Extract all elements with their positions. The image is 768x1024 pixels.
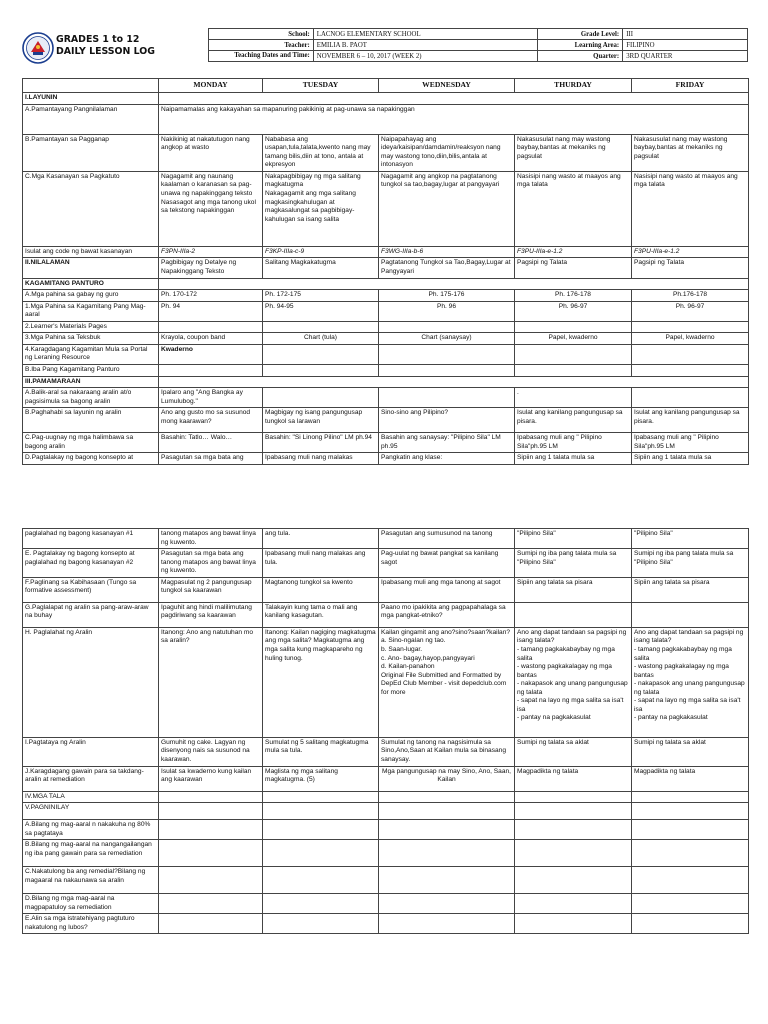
cell-monday: Ph. 170-172 (159, 290, 263, 302)
corner-cell (23, 79, 159, 93)
cell-thursday: Sumipi ng iba pang talata mula sa "Pilipino Sila" (515, 549, 632, 578)
row-isulat-ang-code-ng-bawat-kasanayan (23, 246, 749, 258)
cell-tuesday (263, 365, 379, 377)
cell-monday (159, 791, 263, 803)
days-header-row (23, 79, 749, 93)
cell-thursday: Sumipi ng talata sa aklat (515, 737, 632, 766)
cell-wednesday: Sumulat ng tanong na nagsisimula sa Sino,Ano,Saan at Kailan mula sa binasang sanaysay. (379, 737, 515, 766)
cell-monday (159, 894, 263, 914)
row-b-paghahabi-sa-layunin-ng-aralin (23, 408, 749, 433)
cell-wednesday: Kailan gingamit ang ano?sino?saan?kailan? a. Sino-ngalan ng tao. b. Saan-lugar. c. Ano- bagay,hayop,pangyayari d. Kailan-panahon Original File Submitted and Formatted by DepEd Club Member - visit depedclub.com for more (379, 627, 515, 737)
cell-monday: Ano ang gusto mo sa susunod mong kaarawan? (159, 408, 263, 433)
quarter-value: 3RD QUARTER (623, 51, 748, 62)
cell-tuesday: Magtanong tungkol sa kwento (263, 577, 379, 602)
cell-tuesday (263, 321, 379, 333)
deped-seal-icon (22, 32, 54, 64)
title-line-2: DAILY LESSON LOG (56, 46, 155, 57)
cell-friday (632, 791, 749, 803)
row-h-paglalahat-ng-aralin (23, 627, 749, 737)
cell-wednesday: Pag-uulat ng bawat pangkat sa kanilang sagot (379, 549, 515, 578)
row-label: I.Pagtataya ng Aralin (23, 737, 159, 766)
row-b-pamantayan-sa-pagganap (23, 134, 749, 171)
row-label: KAGAMITANG PANTURO (23, 278, 159, 290)
cell-tuesday: Talakayin kung tama o mali ang kanilang kasagutan. (263, 602, 379, 627)
cell-wednesday: Ph. 175-176 (379, 290, 515, 302)
cell-thursday (515, 840, 632, 867)
lesson-table-1 (22, 78, 749, 465)
cell-tuesday: Itanong: Kailan nagiging magkatugma ang mga salita? Magkatugma ang mga salita kung magkapareho ng huling tunog. (263, 627, 379, 737)
row-label: D.Bilang ng mga mag-aaral na magpapatuloy sa remediation (23, 894, 159, 914)
cell-monday: Ipalaro ang "Ang Bangka ay Lumulubog." (159, 388, 263, 408)
cell-thursday (515, 803, 632, 820)
cell-thursday (515, 867, 632, 894)
cell-wednesday (379, 321, 515, 333)
cell-monday: Isulat sa kwaderno kung kailan ang kaarawan (159, 766, 263, 791)
lesson-rows-1 (23, 93, 749, 465)
cell-wednesday: Pasagutan ang sumusunod na tanong (379, 529, 515, 549)
cell-thursday (515, 344, 632, 364)
cell-wednesday: Basahin ang sanaysay: "Pilipino Sila" LM ph.95 (379, 433, 515, 453)
cell-friday: Sipiin ang talata sa pisara (632, 577, 749, 602)
cell-monday: tanong matapos ang bawat linya ng kuwento. (159, 529, 263, 549)
cell-thursday (515, 791, 632, 803)
lesson-rows-2 (23, 529, 749, 934)
row-label: E.Alin sa mga istratehiyang pagtuturo nakatulong ng lubos? (23, 914, 159, 934)
cell-friday: F3PU-IIIa-e-1.2 (632, 246, 749, 258)
cell-thursday: Ph. 96-97 (515, 301, 632, 321)
cell-friday: Nasisipi nang wasto at maayos ang mga talata (632, 171, 749, 246)
row-v-pagninilay (23, 803, 749, 820)
cell-friday (632, 344, 749, 364)
row-d-pagtalakay-ng-bagong-konsepto-at (23, 453, 749, 465)
cell-thursday: Magpadikta ng talata (515, 766, 632, 791)
cell-tuesday (263, 894, 379, 914)
row-span-cell: Naipamamalas ang kakayahan sa mapanuring pakikinig at pag-unawa sa napakinggan (159, 104, 749, 134)
cell-wednesday: Naipapahayag ang ideya/kaisipan/damdamin/reaksyon nang may wastong tono,diin,bilis,antala at intonasyon (379, 134, 515, 171)
cell-thursday: . (515, 388, 632, 408)
cell-monday (159, 820, 263, 840)
cell-thursday: Ipabasang muli ang " Pilipino Sila"ph.95 LM (515, 433, 632, 453)
cell-wednesday (379, 365, 515, 377)
cell-monday: F3PN-IIIa-2 (159, 246, 263, 258)
cell-thursday: Papel, kwaderno (515, 333, 632, 345)
cell-monday (159, 365, 263, 377)
cell-monday: Itanong: Ano ang natutuhan mo sa aralin? (159, 627, 263, 737)
quarter-label: Quarter: (538, 51, 623, 62)
row-a-balik-aral-sa-nakaraang-aralin-at-o-pa (23, 388, 749, 408)
cell-friday: "Pilipino Sila" (632, 529, 749, 549)
row-a-bilang-ng-mag-aaral-n-nakakuha-ng-80-s (23, 820, 749, 840)
row-label: 2.Learner's Materials Pages (23, 321, 159, 333)
cell-monday: Ph. 94 (159, 301, 263, 321)
row-label: D.Pagtalakay ng bagong konsepto at (23, 453, 159, 465)
cell-tuesday (263, 840, 379, 867)
cell-thursday: F3PU-IIIa-e-1.2 (515, 246, 632, 258)
row-g-paglalapat-ng-aralin-sa-pang-araw-araw (23, 602, 749, 627)
cell-friday (632, 321, 749, 333)
cell-tuesday: F3KP-IIIa-c-9 (263, 246, 379, 258)
cell-monday: Nagagamit ang naunang kaalaman o karanasan sa pag-unawa ng napakinggang teksto Nasasagot ang mga tanong ukol sa tekstong napakinggan (159, 171, 263, 246)
cell-monday: Nakikinig at nakatutugon nang angkop at wasto (159, 134, 263, 171)
lesson-log-page-2 (22, 528, 748, 934)
header (22, 28, 748, 72)
row-label: A.Bilang ng mag-aaral n nakakuha ng 80% sa pagtataya (23, 820, 159, 840)
cell-friday (632, 894, 749, 914)
cell-wednesday: Sino-sino ang Pilipino? (379, 408, 515, 433)
document-title (56, 34, 155, 58)
row-label: 1.Mga Pahina sa Kagamitang Pang Mag-aaral (23, 301, 159, 321)
cell-tuesday (263, 791, 379, 803)
cell-thursday: Isulat ang kanilang pangungusap sa pisara. (515, 408, 632, 433)
cell-thursday: Nasisipi nang wasto at maayos ang mga talata (515, 171, 632, 246)
row-f-paglinang-sa-kabihasaan-tungo-sa-forma (23, 577, 749, 602)
cell-monday (159, 914, 263, 934)
cell-thursday: Ano ang dapat tandaan sa pagsipi ng isang talata? - tamang pagkakabaybay ng mga salita - wastong pagkakalagay ng mga bantas - nakapasok ang unang pangungusap ng talata - sapat na layo ng mga salita sa isa't isa - pantay na pagkakasulat (515, 627, 632, 737)
cell-monday: Magpasulat ng 2 pangungusap tungkol sa kaarawan (159, 577, 263, 602)
row-label: E. Pagtalakay ng bagong konsepto at paglalahad ng bagong kasanayan #2 (23, 549, 159, 578)
lesson-table-2 (22, 528, 749, 934)
row-c-mga-kasanayan-sa-pagkatuto (23, 171, 749, 246)
cell-wednesday: Mga pangungusap na may Sino, Ano, Saan, Kailan (379, 766, 515, 791)
cell-tuesday (263, 344, 379, 364)
cell-tuesday (263, 388, 379, 408)
cell-tuesday: Ipabasang muli nang malakas (263, 453, 379, 465)
day-monday: MONDAY (159, 79, 263, 93)
row-b-iba-pang-kagamitang-panturo (23, 365, 749, 377)
cell-tuesday (263, 867, 379, 894)
cell-monday: Ipaguhit ang hindi malilimutang pagdiriwang sa kaarawan (159, 602, 263, 627)
cell-wednesday: Chart (sanaysay) (379, 333, 515, 345)
cell-thursday (515, 820, 632, 840)
cell-monday (159, 803, 263, 820)
cell-tuesday (263, 803, 379, 820)
cell-friday: Isulat ang kanilang pangungusap sa pisara. (632, 408, 749, 433)
cell-wednesday: F3WG-IIIa-b-6 (379, 246, 515, 258)
school-value: LACNOG ELEMENTARY SCHOOL (313, 29, 538, 40)
cell-friday (632, 820, 749, 840)
row-iii-pamamaraan (23, 376, 749, 388)
cell-tuesday: ang tula. (263, 529, 379, 549)
cell-monday: Pasagutan sa mga bata ang tanong matapos ang bawat linya ng kuwento. (159, 549, 263, 578)
row-label: 3.Mga Pahina sa Teksbuk (23, 333, 159, 345)
teacher-value: EMILIA B. PAOT (313, 40, 538, 51)
cell-thursday (515, 365, 632, 377)
row-label: C.Nakatulong ba ang remedial?Bilang ng magaaral na nakaunawa sa aralin (23, 867, 159, 894)
cell-wednesday (379, 840, 515, 867)
cell-tuesday (263, 914, 379, 934)
cell-monday: Gumuhit ng cake. Lagyan ng disenyong nais sa susunod na kaarawan. (159, 737, 263, 766)
row-2-learner-s-materials-pages (23, 321, 749, 333)
cell-tuesday: Ipabasang muli nang malakas ang tula. (263, 549, 379, 578)
cell-friday (632, 388, 749, 408)
cell-friday (632, 867, 749, 894)
row-label: II.NILALAMAN (23, 258, 159, 278)
cell-wednesday (379, 803, 515, 820)
cell-thursday: Pagsipi ng Talata (515, 258, 632, 278)
row-label: G.Paglalapat ng aralin sa pang-araw-araw na buhay (23, 602, 159, 627)
cell-monday: Krayola, coupon band (159, 333, 263, 345)
school-label: School: (209, 29, 314, 40)
cell-tuesday: Maglista ng mga salitang magkatugma. (5) (263, 766, 379, 791)
cell-tuesday: Basahin: "Si Linong Pilino" LM ph.94 (263, 433, 379, 453)
cell-wednesday (379, 914, 515, 934)
cell-tuesday: Salitang Magkakatugma (263, 258, 379, 278)
row-j-karagdagang-gawain-para-sa-takdang-ara (23, 766, 749, 791)
row-label: III.PAMAMARAAN (23, 376, 159, 388)
cell-thursday: Sipiin ang 1 talata mula sa (515, 453, 632, 465)
cell-friday: Sipiin ang 1 talata mula sa (632, 453, 749, 465)
row-label: F.Paglinang sa Kabihasaan (Tungo sa formative assessment) (23, 577, 159, 602)
cell-tuesday: Ph. 94-95 (263, 301, 379, 321)
cell-monday (159, 867, 263, 894)
row-label: B.Iba Pang Kagamitang Panturo (23, 365, 159, 377)
row-paglalahad-ng-bagong-kasanayan-1 (23, 529, 749, 549)
cell-thursday (515, 894, 632, 914)
row-a-pamantayang-pangnilalaman (23, 104, 749, 134)
cell-wednesday (379, 820, 515, 840)
cell-wednesday (379, 344, 515, 364)
cell-friday: Ph.176-178 (632, 290, 749, 302)
cell-monday: Basahin: Tatlo… Walo… (159, 433, 263, 453)
cell-friday: Ipabasang muli ang " Pilipino Sila"ph.95 LM (632, 433, 749, 453)
cell-friday: Ano ang dapat tandaan sa pagsipi ng isang talata? - tamang pagkakabaybay ng mga salita - wastong pagkakalagay ng mga bantas - nakapasok ang unang pangungusap ng talata - sapat na layo ng mga salita sa isa't isa - pantay na pagkakasulat (632, 627, 749, 737)
row-label: B.Pamantayan sa Pagganap (23, 134, 159, 171)
cell-wednesday (379, 791, 515, 803)
lesson-log-page-1 (22, 28, 748, 465)
row-label: H. Paglalahat ng Aralin (23, 627, 159, 737)
row-i-pagtataya-ng-aralin (23, 737, 749, 766)
cell-thursday: Sipiin ang talata sa pisara (515, 577, 632, 602)
row-label: V.PAGNINILAY (23, 803, 159, 820)
cell-monday (159, 840, 263, 867)
row-label: B.Paghahabi sa layunin ng aralin (23, 408, 159, 433)
cell-monday: Kwaderno (159, 344, 263, 364)
area-label: Learning Area: (538, 40, 623, 51)
teacher-label: Teacher: (209, 40, 314, 51)
row-label: paglalahad ng bagong kasanayan #1 (23, 529, 159, 549)
cell-thursday: Ph. 176-178 (515, 290, 632, 302)
row-label: A.Mga pahina sa gabay ng guro (23, 290, 159, 302)
day-friday: FRIDAY (632, 79, 749, 93)
row-3-mga-pahina-sa-teksbuk (23, 333, 749, 345)
cell-wednesday (379, 867, 515, 894)
cell-friday: Papel, kwaderno (632, 333, 749, 345)
cell-monday (159, 321, 263, 333)
cell-wednesday (379, 388, 515, 408)
cell-friday: Magpadikta ng talata (632, 766, 749, 791)
cell-friday: Nakasusulat nang may wastong baybay,bantas at mekaniks ng pagsulat (632, 134, 749, 171)
row-b-bilang-ng-mag-aaral-na-nangangailangan (23, 840, 749, 867)
cell-tuesday: Chart (tula) (263, 333, 379, 345)
row-label: IV.MGA TALA (23, 791, 159, 803)
info-table (208, 28, 748, 62)
cell-monday: Pasagutan sa mga bata ang (159, 453, 263, 465)
section-filler (159, 278, 749, 290)
row-e-pagtalakay-ng-bagong-konsepto-at-pagla (23, 549, 749, 578)
cell-friday: Sumipi ng talata sa aklat (632, 737, 749, 766)
row-iv-mga-tala (23, 791, 749, 803)
row-kagamitang-panturo (23, 278, 749, 290)
row-ii-nilalaman (23, 258, 749, 278)
cell-friday (632, 914, 749, 934)
row-label: J.Karagdagang gawain para sa takdang-aralin at remediation (23, 766, 159, 791)
cell-wednesday (379, 894, 515, 914)
cell-wednesday: Paano mo ipakikita ang pagpapahalaga sa mga pangkat-etniko? (379, 602, 515, 627)
row-1-mga-pahina-sa-kagamitang-pang-mag-aara (23, 301, 749, 321)
cell-wednesday: Pagtatanong Tungkol sa Tao,Bagay,Lugar at Pangyayari (379, 258, 515, 278)
cell-friday (632, 365, 749, 377)
row-label: C.Pag-uugnay ng mga halimbawa sa bagong aralin (23, 433, 159, 453)
cell-wednesday: Ipabasang muli ang mga tanong at sagot (379, 577, 515, 602)
cell-thursday: Nakasusulat nang may wastong baybay,bantas at mekaniks ng pagsulat (515, 134, 632, 171)
title-line-1: GRADES 1 to 12 (56, 34, 140, 45)
cell-thursday (515, 914, 632, 934)
cell-thursday: "Pilipino Sila" (515, 529, 632, 549)
cell-friday (632, 602, 749, 627)
row-e-alin-sa-mga-istratehiyang-pagtuturo-na (23, 914, 749, 934)
row-label: Isulat ang code ng bawat kasanayan (23, 246, 159, 258)
row-c-pag-uugnay-ng-mga-halimbawa-sa-bagong- (23, 433, 749, 453)
cell-wednesday: Nagagamit ang angkop na pagtatanong tungkol sa tao,bagay,lugar at pangyayari (379, 171, 515, 246)
dates-value: NOVEMBER 6 – 10, 2017 (WEEK 2) (313, 51, 538, 62)
cell-thursday (515, 321, 632, 333)
row-label: C.Mga Kasanayan sa Pagkatuto (23, 171, 159, 246)
day-tuesday: TUESDAY (263, 79, 379, 93)
cell-tuesday: Nababasa ang usapan,tula,talata,kwento nang may tamang bilis,diin at tono, antala at ekpresyon (263, 134, 379, 171)
cell-thursday (515, 602, 632, 627)
cell-monday: Pagbibigay ng Detalye ng Napakinggang Teksto (159, 258, 263, 278)
grade-label: Grade Level: (538, 29, 623, 40)
row-label: B.Bilang ng mag-aaral na nangangailangan ng iba pang gawain para sa remediation (23, 840, 159, 867)
cell-tuesday: Ph. 172-175 (263, 290, 379, 302)
cell-friday: Ph. 96-97 (632, 301, 749, 321)
cell-tuesday: Nakapagbibigay ng mga salitang magkatugma Nakagagamit ang mga salitang magkasingkahulugan at magkasalungat sa pagbibigay-kahulugan sa isang salita (263, 171, 379, 246)
cell-tuesday: Sumulat ng 5 salitang magkatugma mula sa tula. (263, 737, 379, 766)
area-value: FILIPINO (623, 40, 748, 51)
row-label: 4.Karagdagang Kagamitan Mula sa Portal ng Leraning Resource (23, 344, 159, 364)
cell-friday (632, 840, 749, 867)
dates-label: Teaching Dates and Time: (209, 51, 314, 62)
section-filler (159, 93, 749, 105)
cell-tuesday (263, 820, 379, 840)
cell-tuesday: Magbigay ng isang pangungusap tungkol sa larawan (263, 408, 379, 433)
cell-friday: Sumipi ng iba pang talata mula sa "Pilipino Sila" (632, 549, 749, 578)
row-d-bilang-ng-mga-mag-aaral-na-magpapatulo (23, 894, 749, 914)
cell-wednesday: Pangkatin ang klase: (379, 453, 515, 465)
row-a-mga-pahina-sa-gabay-ng-guro (23, 290, 749, 302)
section-filler (159, 376, 749, 388)
row-i-layunin (23, 93, 749, 105)
row-c-nakatulong-ba-ang-remedial-bilang-ng-m (23, 867, 749, 894)
day-thursday: THURDAY (515, 79, 632, 93)
cell-wednesday: Ph. 96 (379, 301, 515, 321)
grade-value: III (623, 29, 748, 40)
cell-friday (632, 803, 749, 820)
row-label: A.Balik-aral sa nakaraang aralin at/o pagsisimula sa bagong aralin (23, 388, 159, 408)
cell-friday: Pagsipi ng Talata (632, 258, 749, 278)
row-label: I.LAYUNIN (23, 93, 159, 105)
row-label: A.Pamantayang Pangnilalaman (23, 104, 159, 134)
day-wednesday: WEDNESDAY (379, 79, 515, 93)
row-4-karagdagang-kagamitan-mula-sa-portal-n (23, 344, 749, 364)
